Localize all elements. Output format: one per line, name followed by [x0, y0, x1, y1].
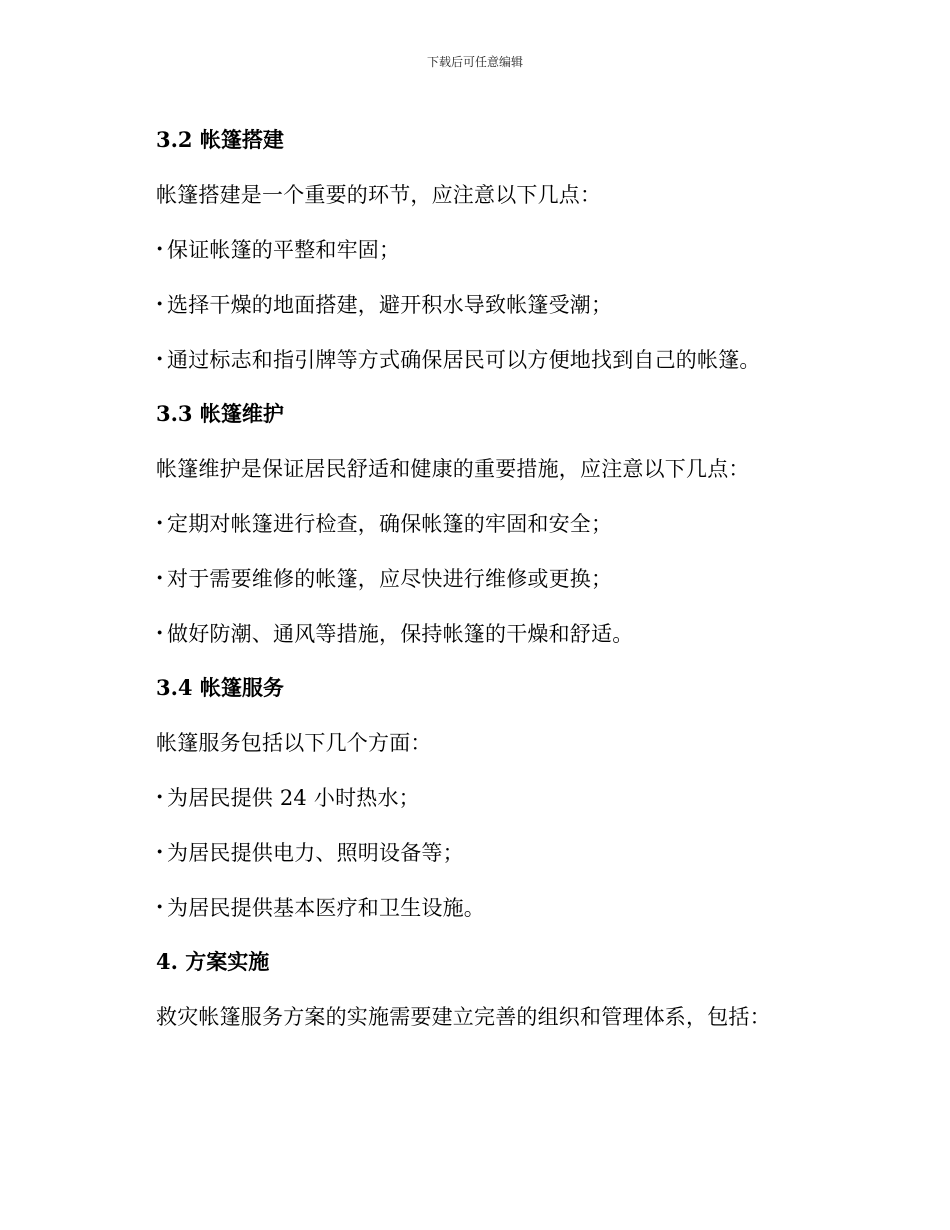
bullet-mark: ·: [156, 894, 164, 920]
section-intro: 帐篷服务包括以下几个方面：: [156, 731, 432, 756]
section-intro: 帐篷维护是保证居民舒适和健康的重要措施，应注意以下几点：: [156, 457, 750, 482]
bullet-text: 定期对帐篷进行检查，确保帐篷的牢固和安全；: [167, 511, 613, 536]
section-heading: 4. 方案实施: [156, 949, 270, 975]
bullet-item: [156, 222, 856, 277]
bullet-text: 通过标志和指引牌等方式确保居民可以方便地找到自己的帐篷。: [167, 347, 761, 372]
bullet-text: 为居民提供基本医疗和卫生设施。: [167, 895, 485, 920]
bullet-item: [156, 605, 856, 660]
bullet-item: [156, 550, 856, 605]
section-heading: 3.2 帐篷搭建: [156, 127, 284, 153]
bullet-mark: ·: [156, 565, 164, 591]
bullet-mark: ·: [156, 620, 164, 646]
bullet-text: 做好防潮、通风等措施，保持帐篷的干燥和舒适。: [167, 621, 634, 646]
bullet-mark: ·: [156, 346, 164, 372]
bullet-mark: ·: [156, 291, 164, 317]
bullet-text: 为居民提供电力、照明设备等；: [167, 840, 464, 865]
section-heading: 3.4 帐篷服务: [156, 675, 284, 701]
bullet-text: 选择干燥的地面搭建，避开积水导致帐篷受潮；: [167, 292, 613, 317]
bullet-item: [156, 496, 856, 551]
bullet-text: 对于需要维修的帐篷，应尽快进行维修或更换；: [167, 566, 613, 591]
document-body: [156, 112, 856, 1044]
bullet-item: [156, 824, 856, 879]
bullet-mark: ·: [156, 784, 164, 810]
page-header: 下载后可任意编辑: [426, 55, 523, 69]
bullet-item: [156, 276, 856, 331]
bullet-item: [156, 331, 856, 386]
bullet-text: 保证帐篷的平整和牢固；: [167, 237, 401, 262]
section-heading: 3.3 帐篷维护: [156, 401, 284, 427]
section-intro: 救灾帐篷服务方案的实施需要建立完善的组织和管理体系，包括：: [156, 1005, 771, 1030]
bullet-mark: ·: [156, 839, 164, 865]
bullet-text: 为居民提供 24 小时热水；: [167, 785, 420, 810]
bullet-mark: ·: [156, 236, 164, 262]
section-intro: 帐篷搭建是一个重要的环节，应注意以下几点：: [156, 183, 602, 208]
bullet-mark: ·: [156, 510, 164, 536]
bullet-item: [156, 879, 856, 934]
bullet-item: [156, 770, 856, 825]
